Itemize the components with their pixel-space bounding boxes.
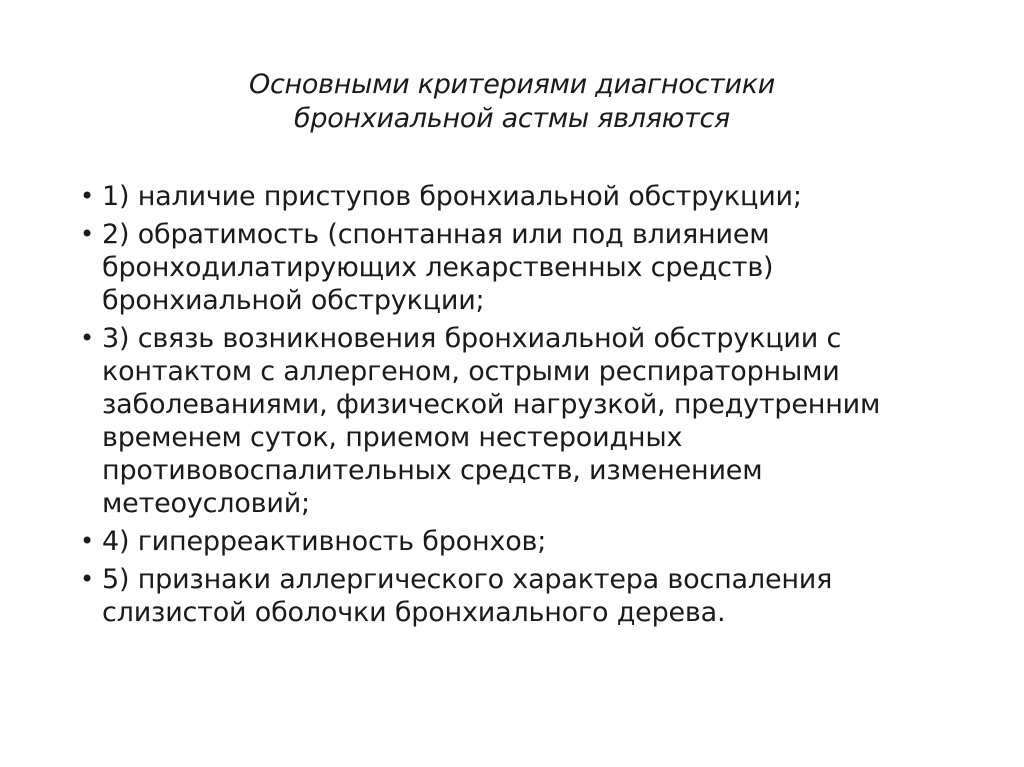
item-text-line: метеоусловий; — [102, 488, 310, 519]
criteria-item-3 — [80, 322, 1000, 520]
item-text-line: 4) гиперреактивность бронхов; — [102, 526, 547, 557]
item-text-line: бронходилатирующих лекарственных средств) — [102, 252, 774, 283]
criteria-item-4 — [80, 525, 1000, 558]
criteria-item-2 — [80, 218, 1000, 317]
item-text-line: противовоспалительных средств, изменением — [102, 455, 763, 486]
item-text-line: 3) связь возникновения бронхиальной обструкции с — [102, 323, 842, 354]
item-text-line: бронхиальной обструкции; — [102, 285, 485, 316]
slide-title-line-2: бронхиальной астмы являются — [294, 103, 730, 134]
criteria-item-1 — [80, 180, 1000, 213]
slide-title — [0, 68, 1024, 136]
bullet-dot: • — [80, 527, 94, 555]
bullet-dot: • — [80, 565, 94, 593]
bullet-dot: • — [80, 220, 94, 248]
item-text-line: 2) обратимость (спонтанная или под влиянием — [102, 219, 770, 250]
item-text-line: слизистой оболочки бронхиального дерева. — [102, 597, 726, 628]
item-text-line: контактом с аллергеном, острыми респираторными — [102, 356, 840, 387]
slide-title-line-1: Основными критериями диагностики — [249, 69, 775, 100]
criteria-list — [80, 180, 1000, 634]
item-text-line: 5) признаки аллергического характера воспаления — [102, 564, 833, 595]
bullet-dot: • — [80, 182, 94, 210]
item-text-line: временем суток, приемом нестероидных — [102, 422, 683, 453]
criteria-item-5 — [80, 563, 1000, 629]
item-text-line: 1) наличие приступов бронхиальной обструкции; — [102, 181, 802, 212]
bullet-dot: • — [80, 324, 94, 352]
item-text-line: заболеваниями, физической нагрузкой, предутренним — [102, 389, 881, 420]
